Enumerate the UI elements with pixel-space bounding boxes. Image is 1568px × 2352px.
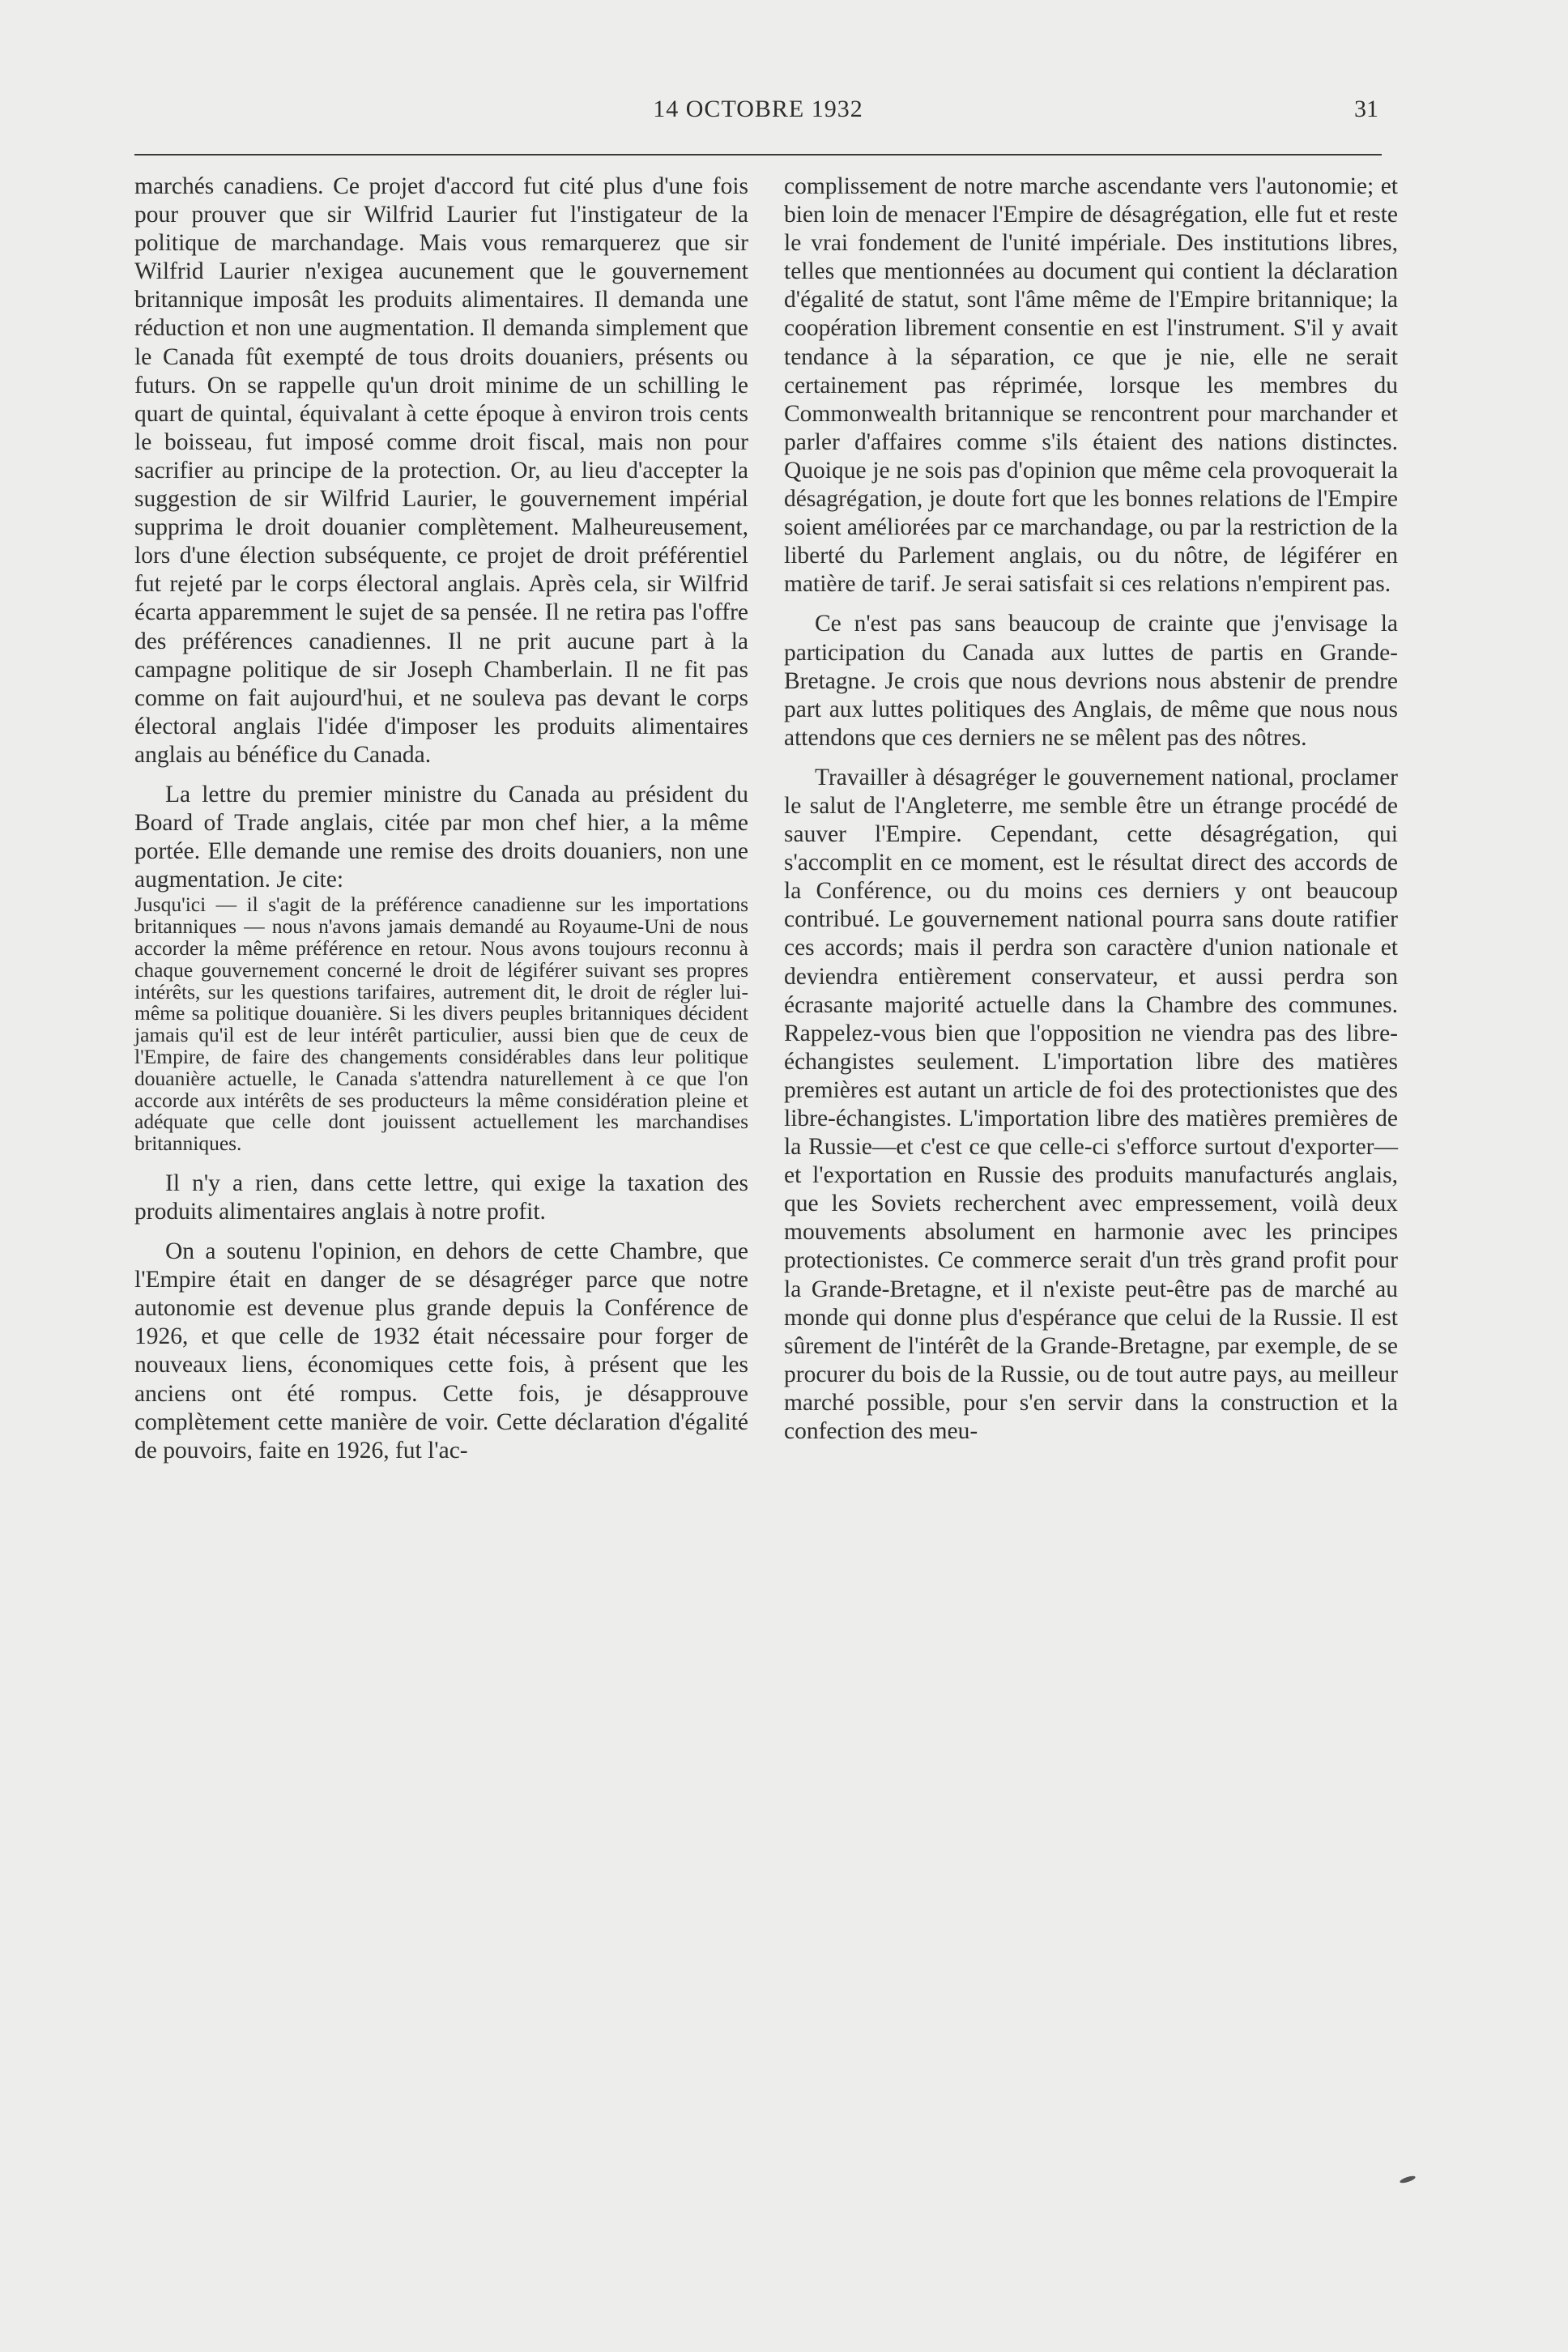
right-column [784, 173, 1398, 1446]
paragraph-right-1: complissement de notre marche ascendante vers l'autonomie; et bien loin de menacer l'Empire de désagrégation, elle fut et reste le vrai fondement de l'unité impériale. Des institutions libres, telles que mentionnées au document qui contient la déclaration d'égalité de statut, sont l'âme même de l'Empire britannique; la coopération librement consentie en est l'instrument. S'il y avait tendance à la séparation, ce que je nie, elle ne serait certainement pas réprimée, lorsque les membres du Commonwealth britannique se rencontrent pour marchander et parler d'affaires comme s'ils étaient des nations distinctes. Quoique je ne sois pas d'opinion que même cela provoquerait la désagrégation, je doute fort que les bonnes relations de l'Empire soient améliorées par ce marchandage, ou par la restriction de la liberté du Parlement anglais, ou du nôtre, de légiférer en matière de tarif. Je serai satisfait si ces relations n'empirent pas. [784, 173, 1398, 598]
paragraph-left-4: On a soutenu l'opinion, en dehors de cette Chambre, que l'Empire était en danger de se désagréger parce que notre autonomie est devenue plus grande depuis la Conférence de 1926, et que celle de 1932 était nécessaire pour forger de nouveaux liens, économiques cette fois, à présent que les anciens ont été rompus. Cette fois, je désapprouve complètement cette manière de voir. Cette déclaration d'égalité de pouvoirs, faite en 1926, fut l'ac- [134, 1238, 748, 1464]
left-column [134, 173, 748, 1465]
paragraph-right-2: Ce n'est pas sans beaucoup de crainte que j'envisage la participation du Canada aux luttes de partis en Grande-Bretagne. Je crois que nous devrions nous abstenir de prendre part aux luttes politiques des Anglais, de même que nous nous attendons que ces derniers ne se mêlent pas des nôtres. [784, 611, 1398, 751]
paragraph-left-2: La lettre du premier ministre du Canada au président du Board of Trade anglais, citée par mon chef hier, a la même portée. Elle demande une remise des droits douaniers, non une augmentation. Je cite: [134, 781, 748, 893]
block-quote: Jusqu'ici — il s'agit de la préférence canadienne sur les importations britanniques — nous n'avons jamais demandé au Royaume-Uni de nous accorder la même préférence en retour. Nous avons toujours reconnu à chaque gouvernement concerné le droit de légiférer suivant ses propres intérêts, sur les questions tarifaires, autrement dit, le droit de régler lui-même sa politique douanière. Si les divers peuples britanniques décident jamais qu'il est de leur intérêt particulier, aussi bien que de ceux de l'Empire, de faire des changements considérables dans leur politique douanière actuelle, le Canada s'attendra naturellement à ce que l'on accorde aux intérêts de ses producteurs la même considération pleine et adéquate que celle dont jouissent actuellement les marchandises britanniques. [134, 893, 748, 1156]
paragraph-left-3: Il n'y a rien, dans cette lettre, qui exige la taxation des produits alimentaires anglais à notre profit. [134, 1170, 748, 1225]
page-number: 31 [1354, 96, 1378, 122]
paragraph-left-1: marchés canadiens. Ce projet d'accord fut cité plus d'une fois pour prouver que sir Wilfrid Laurier fut l'instigateur de la politique de marchandage. Mais vous remarquerez que sir Wilfrid Laurier n'exigea aucunement que le gouvernement britannique imposât les produits alimentaires. Il demanda une réduction et non une augmentation. Il demanda simplement que le Canada fût exempté de tous droits douaniers, présents ou futurs. On se rappelle qu'un droit minime de un schilling le quart de quintal, équivalant à cette époque à environ trois cents le boisseau, fut imposé comme droit fiscal, mais non pour sacrifier au principe de la protection. Or, au lieu d'accepter la suggestion de sir Wilfrid Laurier, le gouvernement impérial supprima le droit douanier complètement. Malheureusement, lors d'une élection subséquente, ce projet de droit préférentiel fut rejeté par le corps électoral anglais. Après cela, sir Wilfrid écarta apparemment le sujet de sa pensée. Il ne retira pas l'offre des préférences canadiennes. Il ne prit aucune part à la campagne politique de sir Joseph Chamberlain. Il ne fit pas comme on fait aujourd'hui, et ne souleva pas devant le corps électoral anglais l'idée d'imposer les produits alimentaires anglais au bénéfice du Canada. [134, 173, 748, 768]
page-header [134, 96, 1382, 144]
paragraph-right-3: Travailler à désagréger le gouvernement national, proclamer le salut de l'Angleterre, me semble être un étrange procédé de sauver l'Empire. Cependant, cette désagrégation, qui s'accomplit en ce moment, est le résultat direct des accords de la Conférence, ou du moins ces derniers y ont beaucoup contribué. Le gouvernement national pourra sans doute ratifier ces accords; mais il perdra son caractère d'union nationale et deviendra entièrement conservateur, et aussi perdra son écrasante majorité actuelle dans la Chambre des communes. Rappelez-vous bien que l'opposition ne viendra pas des libre-échangistes seulement. L'importation libre des matières premières est autant un article de foi des protectionistes que des libre-échangistes. L'importation libre des matières premières de la Russie—et c'est ce que celle-ci s'efforce surtout d'exporter—et l'exportation en Russie des produits manufacturés anglais, que les Soviets recherchent avec empressement, voilà deux mouvements absolument en harmonie avec les principes protectionistes. Ce commerce serait d'un très grand profit pour la Grande-Bretagne, et il n'existe peut-être pas de marché au monde qui donne plus d'espérance que celui de la Russie. Il est sûrement de l'intérêt de la Grande-Bretagne, par exemple, de se procurer du bois de la Russie, ou de tout autre pays, au meilleur marché possible, pour s'en servir dans la construction et la confection des meu- [784, 764, 1398, 1445]
ink-speck [1400, 2175, 1417, 2184]
header-rule [134, 154, 1382, 156]
running-head: 14 OCTOBRE 1932 [653, 96, 863, 122]
